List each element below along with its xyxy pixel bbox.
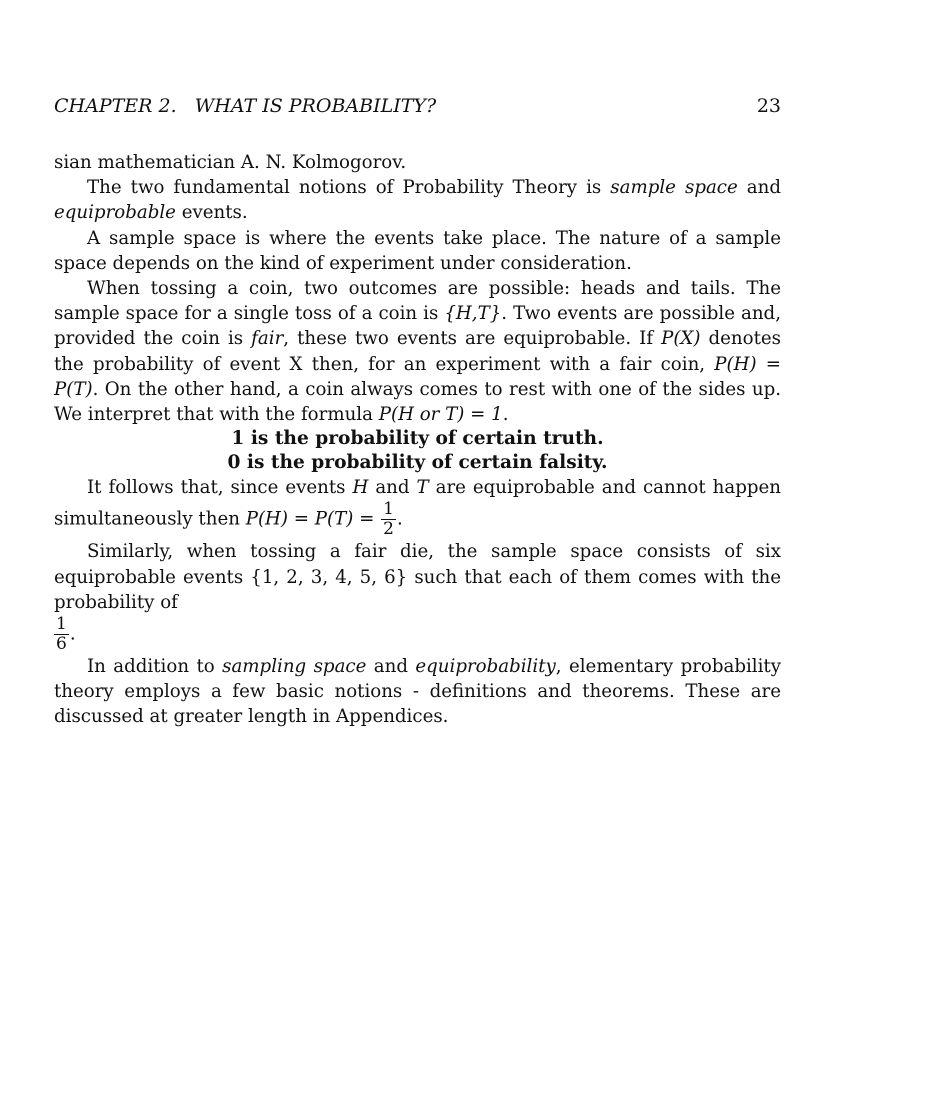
fraction-numerator: 1 (383, 499, 394, 520)
text-run: denotes the probability of event X then, for an experiment with a fair coin, (54, 328, 781, 375)
emphasis-fair: fair (251, 328, 284, 350)
fraction-denominator: 2 (383, 519, 394, 540)
text-run: When tossing a coin, two outcomes are possible: heads and tails. The sample space for a single toss of a coin is (54, 278, 781, 325)
text-run: . (69, 623, 76, 645)
text-run: , elementary probability theory employs a few basic notions - definitions and theorems. These are discussed at greater length in Appendices. (54, 656, 782, 728)
text-run: such that each of them comes with the probability of (54, 566, 781, 613)
text-run: . Two events are possible and, provided the coin is (54, 303, 781, 350)
math-set-die: {1, 2, 3, 4, 5, 6} (250, 566, 408, 588)
text-run: . (397, 508, 403, 530)
math-h: H (352, 477, 369, 499)
paragraph-die (54, 539, 781, 654)
paragraph-fundamental-notions (54, 175, 781, 225)
math-ph-pt: P(H) = P(T) = (245, 508, 381, 530)
fraction-numerator: 1 (56, 614, 67, 635)
text-run: events. (175, 202, 248, 224)
fraction-one-half (381, 500, 396, 539)
emphasis-equiprobability: equiprobability (415, 656, 556, 678)
paragraph-coin-toss (54, 276, 781, 427)
text-run: and (366, 656, 416, 678)
text-run: sian mathematician A. N. Kolmogorov. (54, 152, 407, 173)
text-run: and (368, 477, 417, 499)
text-run: and (737, 177, 782, 199)
text-run: , these two events are equiprobable. If (283, 328, 662, 350)
text-run: . (502, 404, 509, 426)
text-run: are equiprobable and cannot happen simultaneously then (54, 477, 781, 530)
paragraph-basic-notions (54, 654, 781, 730)
text-run: The two fundamental notions of Probability Theory is (87, 177, 611, 199)
paragraph-sample-space (54, 226, 781, 276)
fraction-one-sixth (54, 615, 69, 654)
text-run: A sample space is where the events take place. The nature of a sample space depends on the kind of experiment under consideration. (54, 227, 781, 274)
paragraph-continuation (54, 150, 781, 175)
paragraph-equiprobable-coin (54, 475, 781, 539)
certain-truth-statement: 1 is the probability of certain truth. (231, 428, 604, 450)
emphasis-sampling-space: sampling space (222, 656, 367, 678)
text-run: It follows that, since events (87, 477, 353, 499)
page-number: 23 (756, 95, 781, 117)
math-set-ht: {H,T} (444, 303, 502, 325)
math-t: T (416, 477, 429, 499)
chapter-title: CHAPTER 2. WHAT IS PROBABILITY? (54, 95, 437, 117)
math-px: P(X) (661, 328, 701, 350)
emphasis-equiprobable: equiprobable (54, 202, 176, 224)
text-run: . On the other hand, a coin always comes to rest with one of the sides up. We interpret that with the formula (54, 378, 781, 426)
text-run: In addition to (87, 656, 223, 678)
math-ph-equals-pt: P(H) = P(T) (54, 353, 781, 400)
body-text (54, 150, 781, 730)
certain-falsity-statement: 0 is the probability of certain falsity. (227, 452, 608, 474)
text-run: Similarly, when tossing a fair die, the sample space consists of six equiprobable events (54, 541, 781, 588)
fraction-denominator: 6 (56, 634, 67, 655)
emphasis-sample-space: sample space (610, 177, 738, 199)
math-ph-or-t: P(H or T) = 1 (378, 404, 503, 426)
running-header (54, 93, 781, 119)
